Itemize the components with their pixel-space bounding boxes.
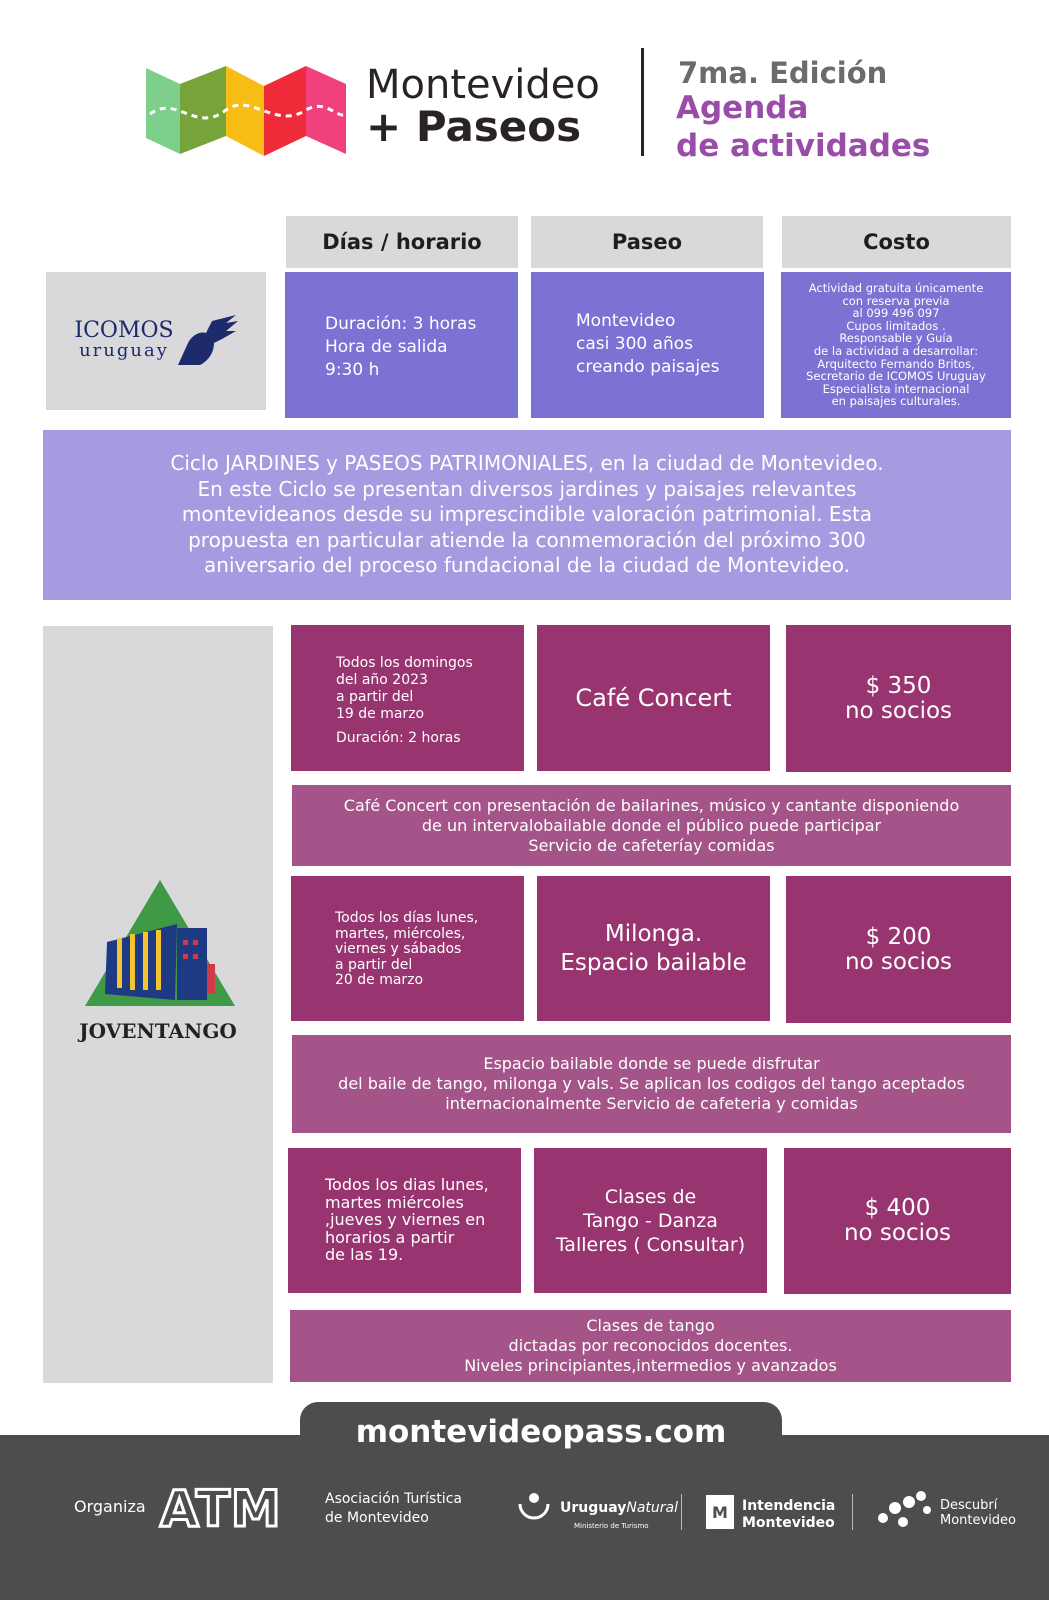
brand-title xyxy=(366,62,626,151)
footer-divider-1 xyxy=(681,1494,682,1530)
icomos-walk-cell: Montevideo casi 300 años creando paisajes xyxy=(531,272,764,418)
activity-3-description: Clases de tango dictadas por reconocidos docentes. Niveles principiantes,intermedios y avanzados xyxy=(290,1310,1011,1382)
organiza-label: Organiza xyxy=(74,1497,146,1516)
pegasus-icon xyxy=(174,313,238,369)
uruguay-natural-logo xyxy=(560,1500,678,1516)
ministerio-label: Ministerio de Turismo xyxy=(574,1522,649,1530)
page-header xyxy=(0,0,1049,200)
column-header-days: Días / horario xyxy=(286,216,518,268)
atm-name xyxy=(325,1490,462,1528)
icomos-schedule-cell: Duración: 3 horas Hora de salida 9:30 h xyxy=(285,272,518,418)
activity-1-description: Café Concert con presentación de bailarines, músico y cantante disponiendo de un intervalobailable donde el público puede participar Servicio de cafeteríay comidas xyxy=(292,785,1011,866)
icomos-logo-line-2: uruguay xyxy=(79,340,169,361)
natural-label: Natural xyxy=(626,1500,679,1516)
activity-1-schedule: Todos los domingos del año 2023 a partir del 19 de marzo xyxy=(336,655,473,722)
icomos-description: Ciclo JARDINES y PASEOS PATRIMONIALES, en la ciudad de Montevideo. En este Ciclo se presentan diversos jardines y paisajes relevantes montevideanos desde su imprescindible valoración patrimonial. Esta propuesta en particular atiende la conmemoración del próximo 300 aniversario del proceso fundacional de la ciudad de Montevideo. xyxy=(43,430,1011,600)
activity-2-description: Espacio bailable donde se puede disfrutar del baile de tango, milonga y vals. Se aplican los codigos del tango aceptados internacionalmente Servicio de cafeteria y comidas xyxy=(292,1035,1011,1133)
activity-1-schedule-cell xyxy=(291,625,524,771)
icomos-logo-panel xyxy=(46,272,266,410)
intendencia-name xyxy=(742,1498,835,1532)
descubri-line-2: Montevideo xyxy=(940,1513,1017,1528)
column-header-walk: Paseo xyxy=(531,216,763,268)
activity-3-cost-cell: $ 400 no socios xyxy=(784,1148,1011,1294)
descubri-name xyxy=(940,1498,1016,1528)
agenda-line-2: de actividades xyxy=(676,128,931,164)
brand-line-1: Montevideo xyxy=(366,62,600,108)
intendencia-icon: M xyxy=(706,1495,734,1529)
icomos-logo-line-1: ICOMOS xyxy=(74,318,174,343)
descubri-line-1: Descubrí xyxy=(940,1498,998,1513)
joventango-logo-text: JOVENTANGO xyxy=(79,1019,237,1043)
intendencia-line-1: Intendencia xyxy=(742,1498,836,1514)
intendencia-line-2: Montevideo xyxy=(742,1515,835,1531)
montevideo-paseos-logo-icon xyxy=(146,64,346,156)
activity-2-walk-cell: Milonga. Espacio bailable xyxy=(537,876,770,1021)
footer-divider-2 xyxy=(852,1494,853,1530)
joventango-logo-icon xyxy=(85,880,235,1008)
activity-2-schedule-cell: Todos los días lunes, martes, miércoles, viernes y sábados a partir del 20 de marzo xyxy=(291,876,524,1021)
joventango-logo-panel xyxy=(43,626,273,1383)
brand-line-2: + Paseos xyxy=(366,102,582,151)
activity-3-schedule-cell: Todos los dias lunes, martes miércoles ,jueves y viernes en horarios a partir de las 19. xyxy=(288,1148,521,1293)
website-link[interactable]: montevideopass.com xyxy=(300,1402,782,1462)
atm-name-line-2: de Montevideo xyxy=(325,1510,429,1526)
agenda-line-1: Agenda xyxy=(676,90,809,126)
header-divider xyxy=(641,48,644,156)
atm-logo: ATM xyxy=(160,1480,282,1538)
column-header-cost: Costo xyxy=(782,216,1011,268)
activity-1-walk-cell: Café Concert xyxy=(537,625,770,771)
atm-name-line-1: Asociación Turística xyxy=(325,1491,462,1507)
activity-3-walk-cell: Clases de Tango - Danza Talleres ( Consultar) xyxy=(534,1148,767,1293)
sun-icon xyxy=(516,1488,552,1524)
edition-label: 7ma. Edición xyxy=(678,56,888,90)
descubri-icon xyxy=(875,1490,935,1530)
icomos-cost-cell: Actividad gratuita únicamente con reserva previa al 099 496 097 Cupos limitados . Responsable y Guía de la actividad a desarrollar: Arquitecto Fernando Britos, Secretario de ICOMOS Uruguay Especialista internacional en paisajes culturales. xyxy=(781,272,1011,418)
activity-1-cost-cell: $ 350 no socios xyxy=(786,625,1011,772)
uruguay-label: Uruguay xyxy=(560,1500,627,1516)
activity-1-duration: Duración: 2 horas xyxy=(336,730,461,746)
activity-2-cost-cell: $ 200 no socios xyxy=(786,876,1011,1023)
